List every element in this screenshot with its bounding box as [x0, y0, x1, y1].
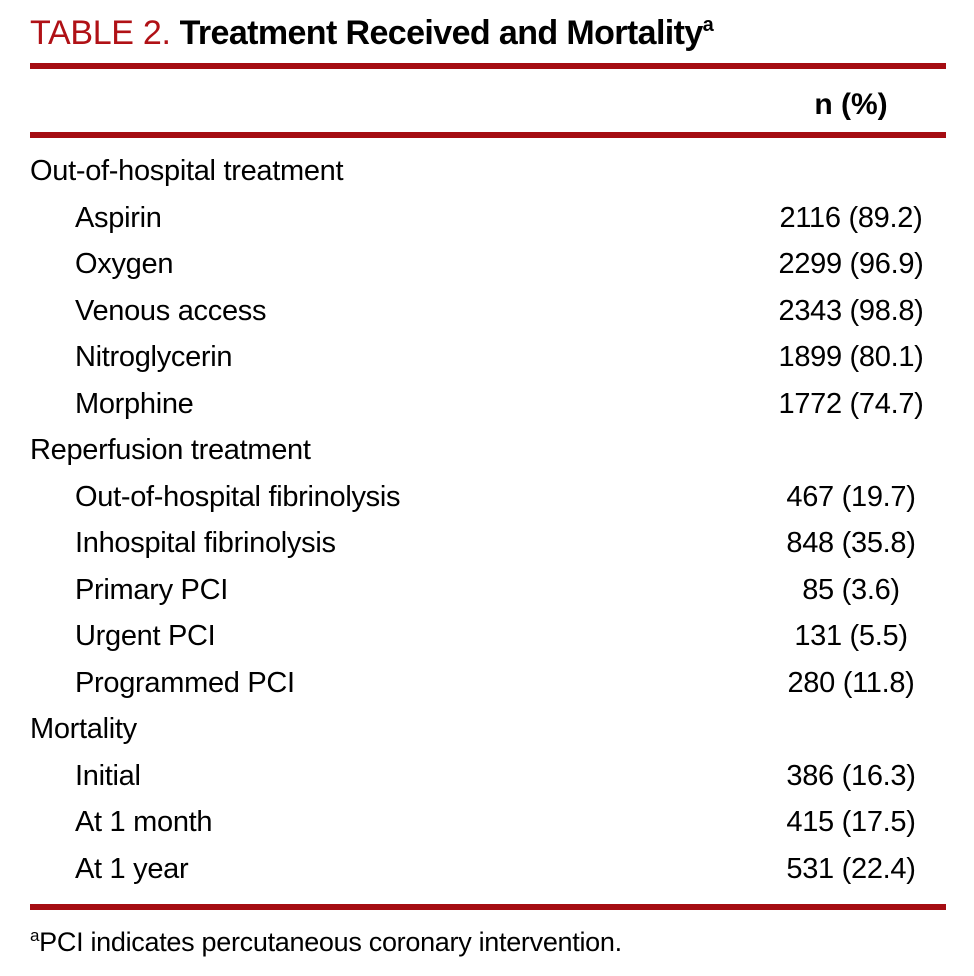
table-section-row — [30, 427, 946, 474]
row-label: Inhospital fibrinolysis — [75, 527, 336, 559]
table-row — [30, 195, 946, 242]
row-label: Urgent PCI — [75, 620, 216, 652]
row-value: 2116 (89.2) — [779, 201, 923, 234]
table-number-label: TABLE 2. — [30, 14, 171, 52]
empty-header-cell — [30, 89, 756, 121]
row-value — [756, 148, 946, 195]
table-body — [30, 138, 946, 904]
row-value: 386 (16.3) — [786, 759, 916, 792]
bottom-rule — [30, 904, 946, 910]
row-label: Mortality — [30, 713, 137, 745]
table-row — [30, 613, 946, 660]
row-label: Morphine — [75, 387, 194, 420]
table-row — [30, 799, 946, 846]
title-footnote-marker: a — [702, 14, 714, 36]
table-title-text: Treatment Received and Mortality — [179, 14, 703, 52]
table-row — [30, 381, 946, 428]
table-row — [30, 567, 946, 614]
row-label: Oxygen — [75, 248, 174, 280]
table-row — [30, 660, 946, 707]
row-label: At 1 year — [75, 852, 189, 885]
row-value: 280 (11.8) — [787, 666, 915, 699]
row-value: 85 (3.6) — [802, 573, 900, 606]
table-row — [30, 753, 946, 800]
table-row — [30, 474, 946, 521]
row-value: 1772 (74.7) — [778, 387, 924, 420]
row-label: Venous access — [75, 294, 267, 327]
row-label: Primary PCI — [75, 573, 228, 606]
row-label: Reperfusion treatment — [30, 434, 311, 466]
table-row — [30, 520, 946, 567]
row-value — [756, 706, 946, 753]
column-header-row — [30, 69, 946, 132]
row-label: Programmed PCI — [75, 666, 295, 699]
row-value: 467 (19.7) — [786, 480, 916, 513]
row-value — [756, 427, 946, 474]
footnote-marker: a — [30, 926, 40, 945]
row-value: 848 (35.8) — [786, 527, 916, 559]
row-label: Initial — [75, 759, 141, 792]
table-row — [30, 846, 946, 893]
row-value: 415 (17.5) — [786, 806, 916, 838]
row-label: At 1 month — [75, 806, 213, 838]
table-row — [30, 241, 946, 288]
row-label: Aspirin — [75, 201, 162, 234]
footnote — [30, 925, 946, 959]
table-row — [30, 334, 946, 381]
footnote-text: PCI indicates percutaneous coronary intervention. — [39, 927, 622, 957]
row-label: Out-of-hospital fibrinolysis — [75, 480, 401, 513]
table-title — [30, 10, 946, 56]
table-section-row — [30, 706, 946, 753]
row-value: 2299 (96.9) — [778, 248, 924, 280]
row-label: Nitroglycerin — [75, 341, 233, 373]
row-value: 1899 (80.1) — [778, 341, 924, 373]
row-label: Out-of-hospital treatment — [30, 155, 344, 187]
table-row — [30, 288, 946, 335]
row-value: 131 (5.5) — [794, 620, 908, 652]
table-section-row — [30, 148, 946, 195]
column-header-n-percent: n (%) — [814, 88, 888, 121]
row-value: 2343 (98.8) — [778, 294, 924, 327]
row-value: 531 (22.4) — [786, 852, 916, 885]
